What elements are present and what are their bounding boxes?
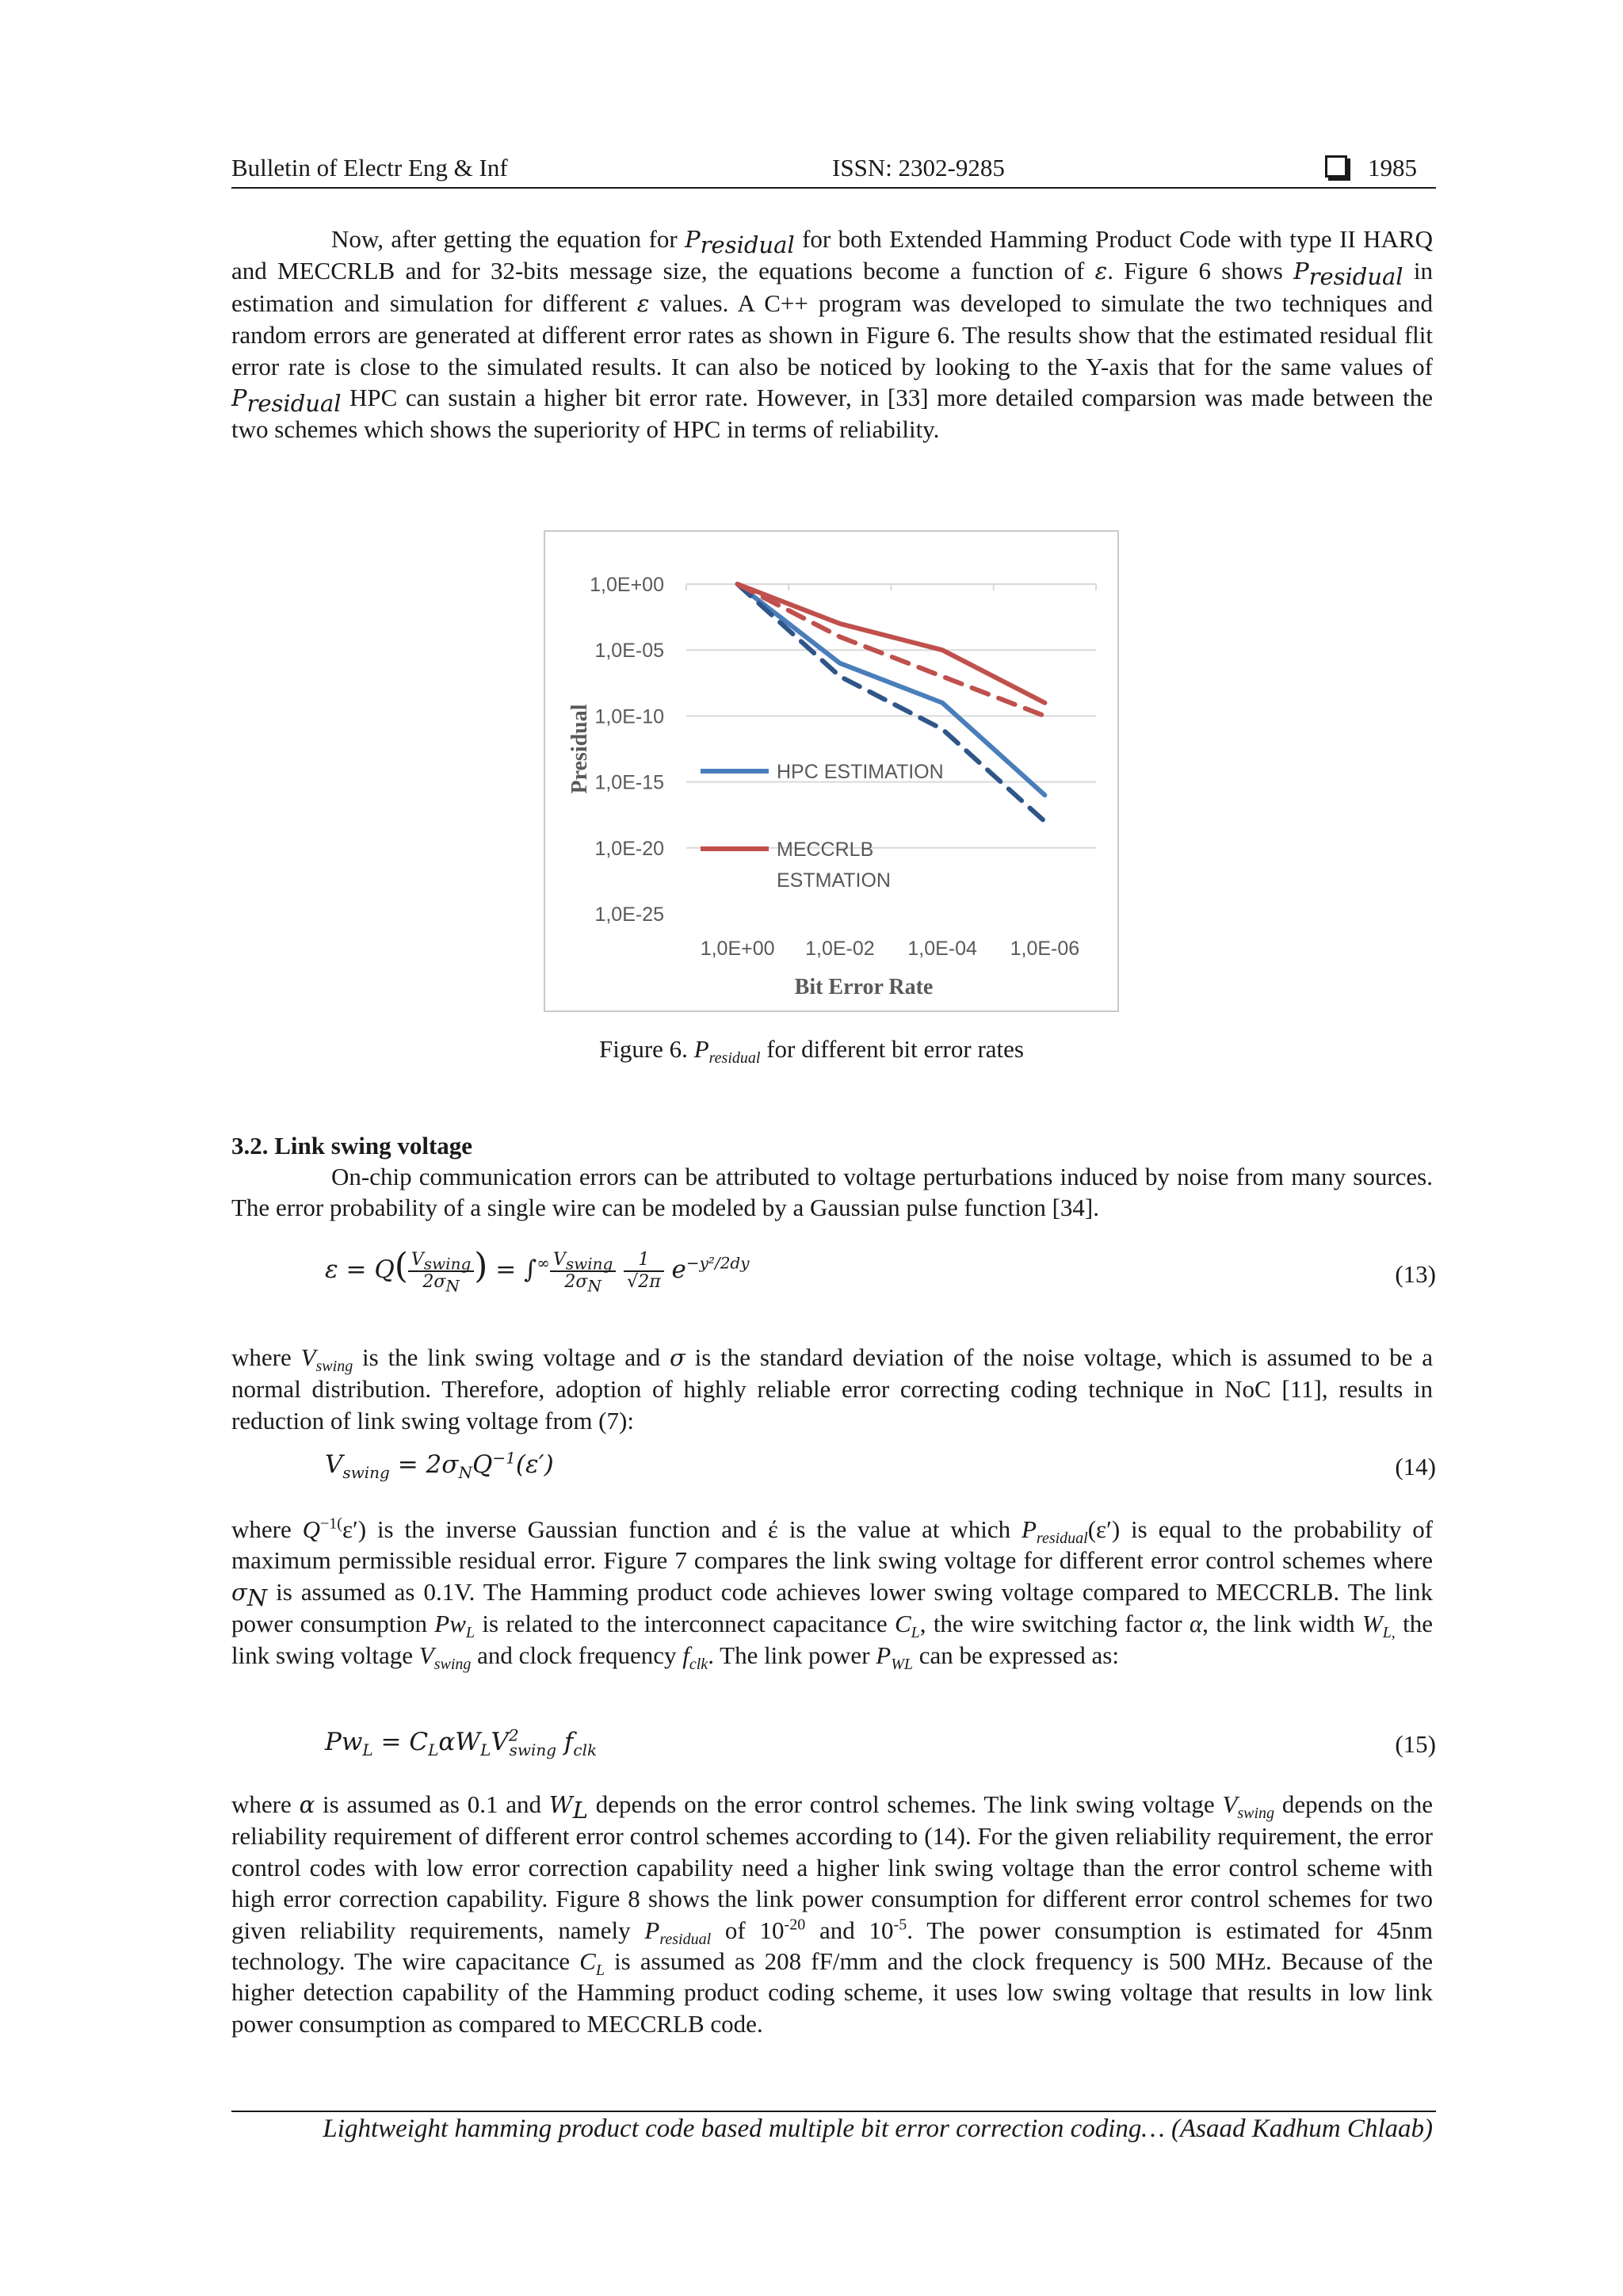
equation-14: $V_{swing} = 2\sigma_NQ^{-1}(\varepsilon')$ — [325, 1448, 554, 1483]
footer-text: Lightweight hamming product code based multiple bit error correction coding… (Asaad Kadhum Chlaab) — [323, 2115, 1433, 2143]
footer-rule — [231, 2111, 1436, 2112]
figure-6-chart — [544, 530, 1119, 1012]
header-rule — [231, 187, 1436, 189]
x-tick-label: 1,0E+00 — [700, 938, 775, 960]
equation-13: ε = Q( $\frac{V_{swing}}{2\sigma_N}$ ) = ∫∞ $\frac{V_{swing}}{2\sigma_N}$ $\frac{1}{√2\pi}$ $e^{-y^2/2dy}$ — [325, 1246, 750, 1295]
paragraph-2: On-chip communication errors can be attributed to voltage perturbations induced by noise from many sources. The error probability of a single wire can be modeled by a Gaussian pulse function [34]. — [231, 1163, 1433, 1222]
equation-15: $Pw_L = C_L\alpha W_LV^2_{swing}$ $f_{clk}$ — [325, 1725, 598, 1760]
y-tick-label: 1,0E-15 — [594, 771, 664, 794]
legend-label: MECCRLB — [777, 839, 874, 861]
equation-15-number: (15) — [1395, 1730, 1436, 1758]
equation-14-number: (14) — [1395, 1453, 1436, 1480]
section-title: 3.2. Link swing voltage — [231, 1132, 473, 1159]
journal-name: Bulletin of Electr Eng & Inf — [231, 154, 508, 181]
x-tick-label: 1,0E-02 — [805, 938, 875, 960]
x-axis-title: Bit Error Rate — [794, 975, 934, 999]
equation-13-number: (13) — [1395, 1260, 1436, 1288]
paragraph-5: where α is assumed as 0.1 and $W_L$ depends on the error control schemes. The link swing voltage $V_{swing}$ depends on the reliability requirement of different error control schemes according to (14). For the given reliability requirement, the error control codes with low error correction capability need a higher link swing voltage than the error control scheme with high error correction capability. Figure 8 shows the link power consumption for different error control schemes for two given reliability requirements, namely $P_{residual}$ of $10^{-20}$ and $10^{-5}$. The power consumption is estimated for 45nm technology. The wire capacitance $C_L$ is assumed as 208 fF/mm and the clock frequency is 500 MHz. Because of the higher detection capability of the Hamming product coding scheme, it uses low swing voltage that results in low link power consumption as compared to MECCRLB code. — [231, 1790, 1433, 2038]
paragraph-1: Now, after getting the equation for $P_{residual}$ for both Extended Hamming Product Code with type II HARQ and MECCRLB and for 32-bits message size, the equations become a function of ε. Figure 6 shows $P_{residual}$ in estimation and simulation for different ε values. A C++ program was developed to simulate the two techniques and random errors are generated at different error rates as shown in Figure 6. The results show that the estimated residual flit error rate is close to the simulated results. It can also be noticed by looking to the Y-axis that for the same values of $P_{residual}$ HPC can sustain a higher bit error rate. However, in [33] more detailed comparsion was made between the two schemes which shows the superiority of HPC in terms of reliability. — [231, 225, 1434, 444]
issn: ISSN: 2302-9285 — [832, 154, 1005, 181]
paragraph-4: where $Q^{-1(}\varepsilon'$) is the inverse Gaussian function and έ is the value at which $P_{residual}(\varepsilon')$ is equal to the probability of maximum permissible residual error. Figure 7 compares the link swing voltage for different error control schemes where $\sigma_N$ is assumed as 0.1V. The Hamming product code achieves lower swing voltage compared to MECCRLB. The link power consumption $Pw_L$ is related to the interconnect capacitance $C_L$, the wire switching factor α, the link width $W_{L,}$ the link swing voltage $V_{swing}$ and clock frequency $f_{clk}$. The link power $P_{WL}$ can be expressed as: — [231, 1515, 1434, 1673]
y-tick-label: 1,0E-10 — [594, 705, 664, 728]
y-tick-label: 1,0E-20 — [594, 837, 664, 860]
legend-label: HPC ESTIMATION — [777, 761, 944, 783]
x-tick-label: 1,0E-06 — [1010, 938, 1080, 960]
checkbox-icon — [1325, 155, 1347, 178]
chart-svg — [545, 532, 1117, 1010]
x-tick-label: 1,0E-04 — [907, 938, 977, 960]
y-tick-label: 1,0E-25 — [594, 904, 664, 926]
page-number-block — [1325, 154, 1417, 182]
y-tick-label: 1,0E-05 — [594, 640, 664, 663]
y-tick-label: 1,0E+00 — [590, 574, 664, 596]
figure-caption: Figure 6. $P_{residual}$ for different bit error rates — [599, 1035, 1024, 1068]
y-axis-title: Presidual — [567, 704, 592, 794]
page-number: 1985 — [1368, 154, 1417, 181]
legend-label: ESTMATION — [777, 869, 891, 892]
paragraph-3: where $V_{swing}$ is the link swing voltage and σ is the standard deviation of the noise voltage, which is assumed to be a normal distribution. Therefore, adoption of highly reliable error correcting coding technique in NoC [11], results in reduction of link swing voltage from (7): — [231, 1343, 1433, 1435]
